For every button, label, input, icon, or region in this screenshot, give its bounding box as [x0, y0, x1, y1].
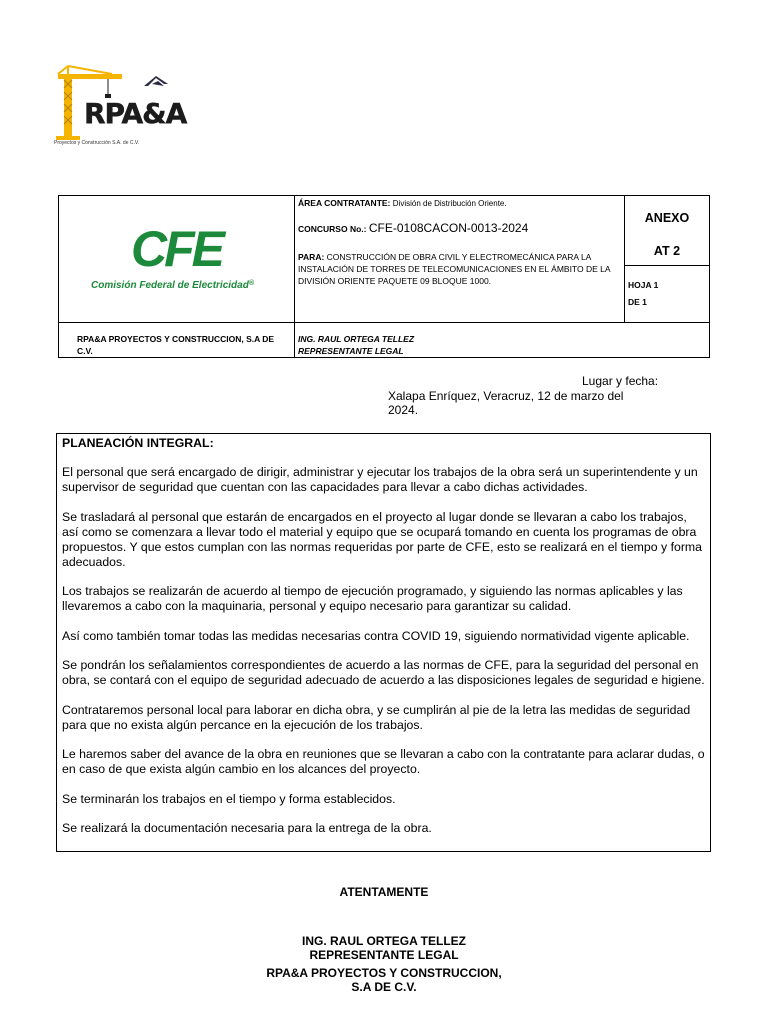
- paragraph: Le haremos saber del avance de la obra en reuniones que se llevaran a cabo con la contratante para aclarar dudas, o en caso de que exista algún cambio en los alcances del proyecto.: [62, 747, 705, 776]
- signature-title: REPRESENTANTE LEGAL: [309, 948, 459, 962]
- hoja-total: DE 1: [628, 297, 647, 307]
- cfe-logo: [59, 196, 294, 322]
- rpa-logo-tagline: Proyectos y Construcción S.A. de C.V.: [54, 140, 140, 146]
- hoja-label: HOJA 1: [628, 280, 659, 290]
- closing: ATENTAMENTE: [339, 885, 429, 899]
- place-date-line1: Xalapa Enríquez, Veracruz, 12 de marzo del: [388, 388, 624, 403]
- para-description: [298, 251, 616, 287]
- place-date-line2: 2024.: [388, 403, 419, 417]
- paragraph: El personal que será encargado de dirigir, administrar y ejecutar los trabajos de la obra será un superintendente y un supervisor de seguridad que cuentan con las capacidades para llevar a cabo dichas actividades.: [62, 465, 698, 494]
- cfe-logo-subtitle: Comisión Federal de Electricidad®: [91, 280, 254, 291]
- paragraph: Se terminarán los trabajos en el tiempo y forma establecidos.: [62, 791, 396, 806]
- rpa-logo-text: RPA&A: [84, 97, 187, 130]
- area-value: División de Distribución Oriente.: [392, 199, 507, 208]
- anexo-value: AT 2: [653, 244, 681, 258]
- anexo-label: ANEXO: [644, 211, 690, 225]
- para-value: CONSTRUCCIÓN DE OBRA CIVIL Y ELECTROMECÁNICA PARA LA INSTALACIÓN DE TORRES DE TELECOMUNICACIONES EN EL ÁMBITO DE LA DIVISIÓN ORIENTE PAQUETE 09 BLOQUE 1000.: [298, 252, 611, 286]
- area-contratante: [298, 197, 622, 210]
- section-heading: PLANEACIÓN INTEGRAL:: [62, 436, 214, 450]
- signature-company-line1: RPA&A PROYECTOS Y CONSTRUCCION,: [266, 966, 502, 980]
- para-label: PARA:: [298, 252, 325, 262]
- paragraph: Se trasladará al personal que estarán de encargados en el proyecto al lugar donde se llevaran a cabo los trabajos, así como se comenzara a llevar todo el material y equipo que se ocupará tomando en cuenta los programas de obra propuestos. Y que estos cumplan con las normas requeridas por parte de CFE, esto se realizará en el tiempo y forma adecuados.: [62, 509, 703, 569]
- company-name: RPA&A PROYECTOS Y CONSTRUCCION, S.A DE C.V.: [77, 334, 275, 356]
- paragraph: Se pondrán los señalamientos correspondientes de acuerdo a las normas de CFE, para la seguridad del personal en obra, se contará con el equipo de seguridad adecuado de acuerdo a las disposiciones legales de seguridad e higiene.: [62, 658, 705, 687]
- concurso-value: CFE-0108CACON-0013-2024: [368, 221, 529, 235]
- rpa-logo: [52, 60, 187, 152]
- place-date-label: Lugar y fecha:: [582, 374, 659, 388]
- representative-name: ING. RAUL ORTEGA TELLEZ: [298, 334, 415, 344]
- paragraph: Así como también tomar todas las medidas necesarias contra COVID 19, siguiendo normatividad vigente aplicable.: [62, 628, 690, 643]
- paragraph: Los trabajos se realizarán de acuerdo al tiempo de ejecución programado, y siguiendo las normas aplicables y las llevaremos a cabo con la maquinaria, personal y equipo necesario para garantizar su calidad.: [62, 584, 683, 613]
- paragraph: Se realizará la documentación necesaria para la entrega de la obra.: [62, 821, 432, 835]
- header-table: [58, 195, 710, 358]
- cfe-logo-text: CFE: [131, 221, 222, 277]
- body-frame: [56, 433, 711, 852]
- concurso-label: CONCURSO No.:: [298, 224, 367, 234]
- place-date: [388, 374, 668, 418]
- signature-name: ING. RAUL ORTEGA TELLEZ: [302, 934, 466, 948]
- paragraph: Contrataremos personal local para laborar en dicha obra, y se cumplirán al pie de la letra las medidas de seguridad para que no exista algún percance en la ejecución de los trabajos.: [62, 702, 691, 732]
- signature-company-line2: S.A DE C.V.: [351, 980, 417, 994]
- concurso-number: [298, 220, 622, 237]
- area-label: ÁREA CONTRATANTE:: [298, 198, 391, 208]
- representative-title: REPRESENTANTE LEGAL: [298, 346, 404, 356]
